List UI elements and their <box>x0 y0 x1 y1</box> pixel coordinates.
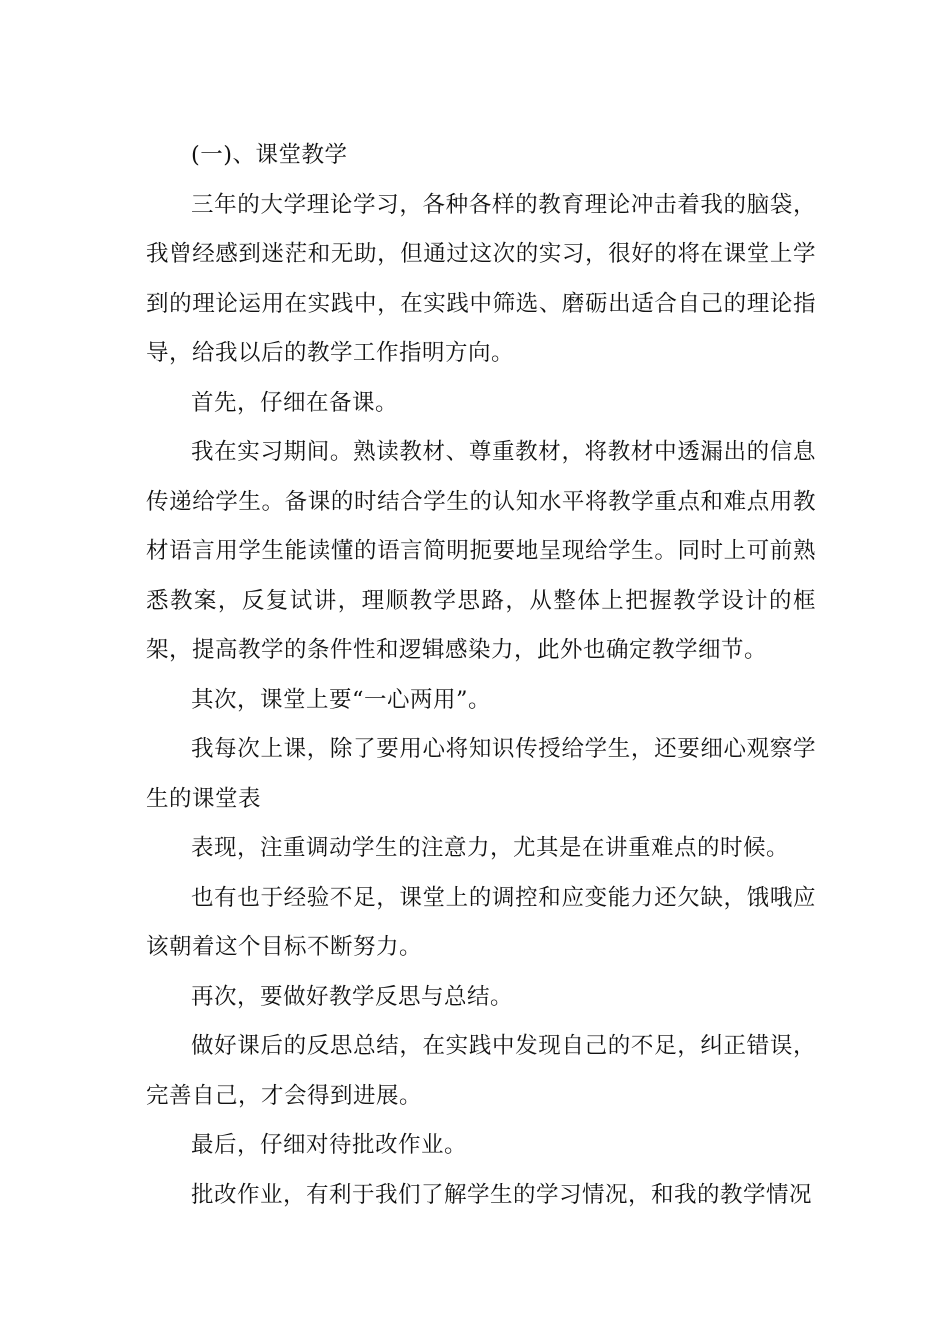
paragraph-third-reflection: 再次，要做好教学反思与总结。 <box>191 983 514 1010</box>
paragraph-first-prepare: 首先，仔细在备课。 <box>191 389 399 416</box>
paragraph-theory-study: 三年的大学理论学习，各种各样的教育理论冲击着我的脑袋，我曾经感到迷茫和无助，但通过这次的实习，很好的将在课堂上学到的理论运用在实践中，在实践中筛选、磨砺出适合自己的理论指导，给我以后的教学工作指明方向。 <box>146 191 816 366</box>
paragraph-performance: 表现，注重调动学生的注意力，尤其是在讲重难点的时候。 <box>191 835 790 861</box>
section-heading: (一)、课堂教学 <box>191 142 348 168</box>
paragraph-second-classroom: 其次，课堂上要“一心两用”。 <box>191 686 492 713</box>
document-body <box>146 131 816 1220</box>
paragraph-each-class: 我每次上课，除了要用心将知识传授给学生，还要细心观察学生的课堂表 <box>146 736 816 812</box>
paragraph-reflection-detail: 做好课后的反思总结，在实践中发现自己的不足，纠正错误，完善自己，才会得到进展。 <box>146 1033 816 1109</box>
paragraph-experience: 也有也于经验不足，课堂上的调控和应变能力还欠缺，饿哦应该朝着这个目标不断努力。 <box>146 884 816 960</box>
paragraph-internship-prep: 我在实习期间。熟读教材、尊重教材，将教材中透漏出的信息传递给学生。备课的时结合学生的认知水平将教学重点和难点用教材语言用学生能读懂的语言简明扼要地呈现给学生。同时上可前熟悉教案，反复试讲，理顺教学思路，从整体上把握教学设计的框架，提高教学的条件性和逻辑感染力，此外也确定教学细节。 <box>146 439 816 663</box>
paragraph-homework-detail: 批改作业，有利于我们了解学生的学习情况，和我的教学情况 <box>191 1181 813 1208</box>
paragraph-last-homework: 最后，仔细对待批改作业。 <box>191 1132 468 1158</box>
